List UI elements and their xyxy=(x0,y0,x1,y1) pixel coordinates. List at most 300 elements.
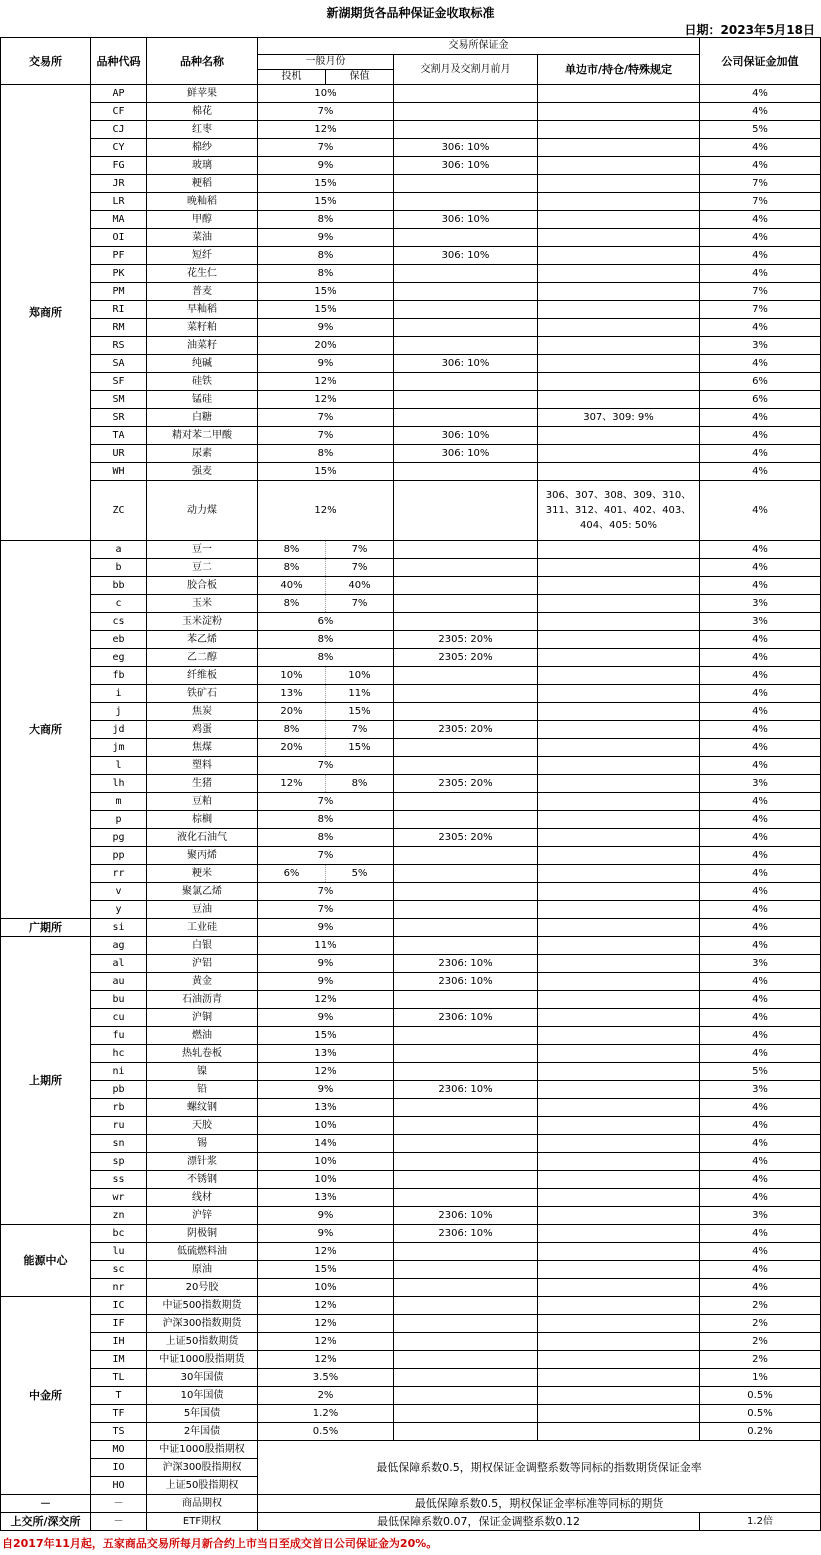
special-cell xyxy=(538,337,700,355)
special-cell xyxy=(538,1423,700,1441)
exchange-cell: 上期所 xyxy=(1,937,91,1225)
name-cell: 纯碱 xyxy=(147,355,258,373)
name-cell: 豆二 xyxy=(147,559,258,577)
name-cell: 2年国债 xyxy=(147,1423,258,1441)
code-cell: y xyxy=(91,901,147,919)
name-cell: 锰硅 xyxy=(147,391,258,409)
table-row xyxy=(1,1297,821,1315)
company-add-cell: 4% xyxy=(700,1117,821,1135)
code-cell: WH xyxy=(91,463,147,481)
company-add-cell: 4% xyxy=(700,481,821,541)
delivery-cell xyxy=(394,1369,538,1387)
special-cell xyxy=(538,865,700,883)
table-row xyxy=(1,103,821,121)
name-cell: 生猪 xyxy=(147,775,258,793)
spec-cell: 9% xyxy=(258,319,394,337)
code-cell: RS xyxy=(91,337,147,355)
name-cell: 石油沥青 xyxy=(147,991,258,1009)
spec-cell: 12% xyxy=(258,1333,394,1351)
spec-cell: 15% xyxy=(258,301,394,319)
spec-cell: 12% xyxy=(258,1315,394,1333)
code-cell: i xyxy=(91,685,147,703)
code-cell: ni xyxy=(91,1063,147,1081)
company-add-cell: 4% xyxy=(700,973,821,991)
name-cell: 铁矿石 xyxy=(147,685,258,703)
special-cell xyxy=(538,229,700,247)
header-exchange: 交易所 xyxy=(1,38,91,85)
table-row xyxy=(1,427,821,445)
delivery-cell xyxy=(394,577,538,595)
special-cell xyxy=(538,793,700,811)
table-row xyxy=(1,265,821,283)
delivery-cell xyxy=(394,865,538,883)
spec-cell: 12% xyxy=(258,1297,394,1315)
name-cell: 焦煤 xyxy=(147,739,258,757)
code-cell: SF xyxy=(91,373,147,391)
spec-cell: 15% xyxy=(258,283,394,301)
spec-cell: 8% xyxy=(258,247,394,265)
company-add-cell: 4% xyxy=(700,1135,821,1153)
special-cell xyxy=(538,391,700,409)
company-add-cell: 4% xyxy=(700,793,821,811)
code-cell: pg xyxy=(91,829,147,847)
code-cell: TS xyxy=(91,1423,147,1441)
code-cell: MA xyxy=(91,211,147,229)
table-row xyxy=(1,1045,821,1063)
code-cell: fu xyxy=(91,1027,147,1045)
company-add-cell: 4% xyxy=(700,1171,821,1189)
delivery-cell xyxy=(394,481,538,541)
code-cell: － xyxy=(91,1495,147,1513)
delivery-cell: 2305: 20% xyxy=(394,829,538,847)
special-cell xyxy=(538,1297,700,1315)
code-cell: OI xyxy=(91,229,147,247)
delivery-cell xyxy=(394,1027,538,1045)
name-cell: 沪铝 xyxy=(147,955,258,973)
special-cell xyxy=(538,1279,700,1297)
table-row xyxy=(1,1261,821,1279)
delivery-cell xyxy=(394,1135,538,1153)
delivery-cell: 306: 10% xyxy=(394,445,538,463)
code-cell: jm xyxy=(91,739,147,757)
table-row xyxy=(1,1405,821,1423)
delivery-cell xyxy=(394,883,538,901)
spec-cell: 15% xyxy=(258,463,394,481)
spec-cell: 6% xyxy=(258,865,326,883)
delivery-cell xyxy=(394,409,538,427)
company-add-cell: 4% xyxy=(700,1027,821,1045)
name-cell: 玉米淀粉 xyxy=(147,613,258,631)
spec-cell: 12% xyxy=(258,775,326,793)
spec-cell: 9% xyxy=(258,919,394,937)
spec-cell: 13% xyxy=(258,1189,394,1207)
company-add-cell: 4% xyxy=(700,1153,821,1171)
table-row xyxy=(1,337,821,355)
name-cell: 热轧卷板 xyxy=(147,1045,258,1063)
special-cell xyxy=(538,721,700,739)
company-add-cell: 4% xyxy=(700,649,821,667)
spec-cell: 7% xyxy=(258,427,394,445)
delivery-cell xyxy=(394,1387,538,1405)
name-cell: 沪锌 xyxy=(147,1207,258,1225)
name-cell: 线材 xyxy=(147,1189,258,1207)
table-row xyxy=(1,1063,821,1081)
company-add-cell: 4% xyxy=(700,265,821,283)
header-hedge: 保值 xyxy=(326,70,394,85)
table-row xyxy=(1,937,821,955)
delivery-cell xyxy=(394,229,538,247)
special-cell xyxy=(538,139,700,157)
name-cell: 上证50股指期权 xyxy=(147,1477,258,1495)
name-cell: 甲醇 xyxy=(147,211,258,229)
delivery-cell xyxy=(394,103,538,121)
company-add-cell: 3% xyxy=(700,955,821,973)
code-cell: CY xyxy=(91,139,147,157)
option-note-cell: 最低保障系数0.5，期权保证金调整系数等同标的指数期货保证金率 xyxy=(258,1441,821,1495)
delivery-cell xyxy=(394,847,538,865)
hedge-cell: 40% xyxy=(326,577,394,595)
name-cell: 原油 xyxy=(147,1261,258,1279)
table-row xyxy=(1,85,821,103)
code-cell: lh xyxy=(91,775,147,793)
code-cell: TA xyxy=(91,427,147,445)
name-cell: 锡 xyxy=(147,1135,258,1153)
company-add-cell: 4% xyxy=(700,229,821,247)
company-add-cell: 4% xyxy=(700,559,821,577)
table-row xyxy=(1,283,821,301)
code-cell: sn xyxy=(91,1135,147,1153)
special-cell xyxy=(538,757,700,775)
delivery-cell xyxy=(394,1297,538,1315)
delivery-cell xyxy=(394,613,538,631)
company-add-cell: 4% xyxy=(700,811,821,829)
spec-cell: 8% xyxy=(258,265,394,283)
table-row xyxy=(1,1315,821,1333)
name-cell: 燃油 xyxy=(147,1027,258,1045)
delivery-cell: 2306: 10% xyxy=(394,1081,538,1099)
code-cell: sp xyxy=(91,1153,147,1171)
name-cell: 胶合板 xyxy=(147,577,258,595)
header-company-add: 公司保证金加值 xyxy=(700,38,821,85)
delivery-cell xyxy=(394,1117,538,1135)
company-add-cell: 4% xyxy=(700,103,821,121)
spec-cell: 20% xyxy=(258,739,326,757)
code-cell: bu xyxy=(91,991,147,1009)
special-cell xyxy=(538,631,700,649)
hedge-cell: 5% xyxy=(326,865,394,883)
spec-cell: 12% xyxy=(258,373,394,391)
name-cell: 阴极铜 xyxy=(147,1225,258,1243)
spec-cell: 8% xyxy=(258,829,394,847)
company-add-cell: 4% xyxy=(700,901,821,919)
name-cell: 中证1000股指期权 xyxy=(147,1441,258,1459)
code-cell: bb xyxy=(91,577,147,595)
code-cell: pb xyxy=(91,1081,147,1099)
special-cell xyxy=(538,1333,700,1351)
code-cell: wr xyxy=(91,1189,147,1207)
spec-cell: 10% xyxy=(258,1117,394,1135)
code-cell: v xyxy=(91,883,147,901)
delivery-cell xyxy=(394,559,538,577)
spec-cell: 7% xyxy=(258,409,394,427)
table-row xyxy=(1,1279,821,1297)
name-cell: ETF期权 xyxy=(147,1513,258,1531)
spec-cell: 8% xyxy=(258,211,394,229)
delivery-cell xyxy=(394,793,538,811)
delivery-cell xyxy=(394,757,538,775)
delivery-cell: 2305: 20% xyxy=(394,721,538,739)
table-row xyxy=(1,355,821,373)
name-cell: 花生仁 xyxy=(147,265,258,283)
code-cell: TF xyxy=(91,1405,147,1423)
special-cell xyxy=(538,445,700,463)
spec-cell: 13% xyxy=(258,685,326,703)
company-add-cell: 4% xyxy=(700,577,821,595)
spec-cell: 15% xyxy=(258,193,394,211)
company-add-cell: 1.2倍 xyxy=(700,1513,821,1531)
name-cell: 豆一 xyxy=(147,541,258,559)
code-cell: eb xyxy=(91,631,147,649)
special-cell xyxy=(538,157,700,175)
code-cell: ru xyxy=(91,1117,147,1135)
delivery-cell: 2306: 10% xyxy=(394,955,538,973)
table-row xyxy=(1,1009,821,1027)
table-row xyxy=(1,685,821,703)
special-cell xyxy=(538,991,700,1009)
delivery-cell xyxy=(394,1261,538,1279)
spec-cell: 20% xyxy=(258,703,326,721)
name-cell: 10年国债 xyxy=(147,1387,258,1405)
special-cell xyxy=(538,937,700,955)
spec-cell: 7% xyxy=(258,847,394,865)
special-cell xyxy=(538,1117,700,1135)
code-cell: eg xyxy=(91,649,147,667)
special-cell xyxy=(538,613,700,631)
company-add-cell: 4% xyxy=(700,919,821,937)
delivery-cell xyxy=(394,685,538,703)
table-row xyxy=(1,1333,821,1351)
code-cell: RI xyxy=(91,301,147,319)
company-add-cell: 6% xyxy=(700,373,821,391)
table-row xyxy=(1,883,821,901)
code-cell: ag xyxy=(91,937,147,955)
code-cell: hc xyxy=(91,1045,147,1063)
company-add-cell: 4% xyxy=(700,937,821,955)
spec-cell: 9% xyxy=(258,955,394,973)
company-add-cell: 4% xyxy=(700,829,821,847)
footer-note: 自2017年11月起，五家商品交易所每月新合约上市当日至成交首日公司保证金为20%。 xyxy=(2,1537,438,1550)
name-cell: 苯乙烯 xyxy=(147,631,258,649)
code-cell: b xyxy=(91,559,147,577)
name-cell: 鲜苹果 xyxy=(147,85,258,103)
spec-cell: 7% xyxy=(258,883,394,901)
code-cell: LR xyxy=(91,193,147,211)
code-cell: cs xyxy=(91,613,147,631)
name-cell: 天胶 xyxy=(147,1117,258,1135)
spec-cell: 10% xyxy=(258,1171,394,1189)
company-add-cell: 4% xyxy=(700,865,821,883)
table-row xyxy=(1,667,821,685)
name-cell: 商品期权 xyxy=(147,1495,258,1513)
table-row xyxy=(1,391,821,409)
spec-cell: 12% xyxy=(258,391,394,409)
delivery-cell: 2306: 10% xyxy=(394,1207,538,1225)
special-cell xyxy=(538,595,700,613)
code-cell: rb xyxy=(91,1099,147,1117)
table-row xyxy=(1,1171,821,1189)
delivery-cell xyxy=(394,595,538,613)
code-cell: SA xyxy=(91,355,147,373)
company-add-cell: 3% xyxy=(700,1081,821,1099)
name-cell: 黄金 xyxy=(147,973,258,991)
delivery-cell xyxy=(394,1423,538,1441)
delivery-cell xyxy=(394,373,538,391)
table-row xyxy=(1,1513,821,1531)
spec-cell: 8% xyxy=(258,595,326,613)
spec-cell: 20% xyxy=(258,337,394,355)
company-add-cell: 4% xyxy=(700,1099,821,1117)
delivery-cell: 2306: 10% xyxy=(394,973,538,991)
name-cell: 工业硅 xyxy=(147,919,258,937)
table-row xyxy=(1,559,821,577)
table-row xyxy=(1,175,821,193)
name-cell: 镍 xyxy=(147,1063,258,1081)
code-cell: jd xyxy=(91,721,147,739)
code-cell: j xyxy=(91,703,147,721)
special-cell xyxy=(538,463,700,481)
spec-cell: 12% xyxy=(258,481,394,541)
delivery-cell xyxy=(394,121,538,139)
table-row xyxy=(1,1027,821,1045)
special-cell xyxy=(538,1225,700,1243)
code-cell: c xyxy=(91,595,147,613)
special-cell: 306、307、308、309、310、311、312、401、402、403、404、405: 50% xyxy=(538,481,700,541)
spec-cell: 8% xyxy=(258,811,394,829)
table-row xyxy=(1,703,821,721)
name-cell: 精对苯二甲酸 xyxy=(147,427,258,445)
company-add-cell: 4% xyxy=(700,721,821,739)
spec-cell: 8% xyxy=(258,559,326,577)
exchange-cell: 中金所 xyxy=(1,1297,91,1495)
table-row xyxy=(1,1099,821,1117)
special-cell xyxy=(538,265,700,283)
special-cell xyxy=(538,283,700,301)
special-cell xyxy=(538,1081,700,1099)
company-add-cell: 5% xyxy=(700,121,821,139)
special-cell xyxy=(538,193,700,211)
code-cell: PF xyxy=(91,247,147,265)
table-row xyxy=(1,595,821,613)
delivery-cell xyxy=(394,991,538,1009)
company-add-cell: 4% xyxy=(700,211,821,229)
hedge-cell: 10% xyxy=(326,667,394,685)
special-cell xyxy=(538,1189,700,1207)
name-cell: 30年国债 xyxy=(147,1369,258,1387)
special-cell xyxy=(538,1009,700,1027)
special-cell xyxy=(538,1261,700,1279)
special-cell xyxy=(538,1063,700,1081)
name-cell: 20号胶 xyxy=(147,1279,258,1297)
code-cell: lu xyxy=(91,1243,147,1261)
company-add-cell: 7% xyxy=(700,283,821,301)
company-add-cell: 4% xyxy=(700,319,821,337)
hedge-cell: 7% xyxy=(326,595,394,613)
name-cell: 焦炭 xyxy=(147,703,258,721)
special-cell xyxy=(538,1027,700,1045)
delivery-cell xyxy=(394,1333,538,1351)
code-cell: al xyxy=(91,955,147,973)
spec-cell: 7% xyxy=(258,793,394,811)
table-row xyxy=(1,577,821,595)
code-cell: CJ xyxy=(91,121,147,139)
name-cell: 豆粕 xyxy=(147,793,258,811)
hedge-cell: 8% xyxy=(326,775,394,793)
name-cell: 聚氯乙烯 xyxy=(147,883,258,901)
name-cell: 塑料 xyxy=(147,757,258,775)
margin-table xyxy=(0,37,821,1531)
table-row xyxy=(1,757,821,775)
company-add-cell: 2% xyxy=(700,1297,821,1315)
code-cell: ss xyxy=(91,1171,147,1189)
special-cell xyxy=(538,739,700,757)
company-add-cell: 4% xyxy=(700,427,821,445)
delivery-cell xyxy=(394,1171,538,1189)
special-cell xyxy=(538,1207,700,1225)
table-row xyxy=(1,991,821,1009)
name-cell: 螺纹钢 xyxy=(147,1099,258,1117)
company-add-cell: 6% xyxy=(700,391,821,409)
delivery-cell xyxy=(394,811,538,829)
special-cell xyxy=(538,319,700,337)
special-cell xyxy=(538,919,700,937)
exchange-cell: 郑商所 xyxy=(1,85,91,541)
exchange-cell: 上交所/深交所 xyxy=(1,1513,91,1531)
company-add-cell: 4% xyxy=(700,667,821,685)
special-cell xyxy=(538,1171,700,1189)
company-add-cell: 4% xyxy=(700,739,821,757)
header-delivery: 交割月及交割月前月 xyxy=(394,55,538,85)
spec-cell: 8% xyxy=(258,445,394,463)
code-cell: p xyxy=(91,811,147,829)
table-row xyxy=(1,1495,821,1513)
spec-cell: 7% xyxy=(258,103,394,121)
special-cell xyxy=(538,85,700,103)
spec-cell: 13% xyxy=(258,1045,394,1063)
table-row xyxy=(1,811,821,829)
exchange-cell: 广期所 xyxy=(1,919,91,937)
table-row xyxy=(1,721,821,739)
table-row xyxy=(1,631,821,649)
hedge-cell: 7% xyxy=(326,559,394,577)
name-cell: 玉米 xyxy=(147,595,258,613)
code-cell: PK xyxy=(91,265,147,283)
name-cell: 白银 xyxy=(147,937,258,955)
code-cell: a xyxy=(91,541,147,559)
company-add-cell: 3% xyxy=(700,613,821,631)
company-add-cell: 4% xyxy=(700,1045,821,1063)
code-cell: IH xyxy=(91,1333,147,1351)
special-cell xyxy=(538,955,700,973)
hedge-cell: 15% xyxy=(326,739,394,757)
delivery-cell xyxy=(394,1099,538,1117)
delivery-cell: 306: 10% xyxy=(394,355,538,373)
table-row xyxy=(1,739,821,757)
table-row xyxy=(1,1081,821,1099)
name-cell: 强麦 xyxy=(147,463,258,481)
delivery-cell xyxy=(394,1189,538,1207)
special-cell xyxy=(538,1315,700,1333)
table-row xyxy=(1,1207,821,1225)
